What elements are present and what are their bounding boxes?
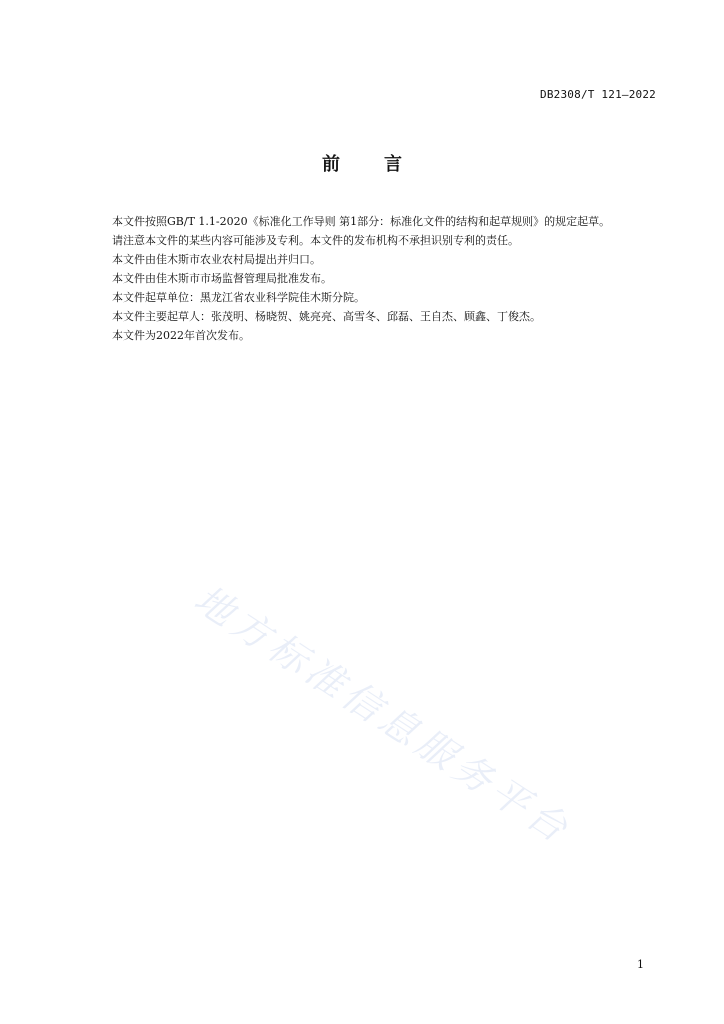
page-number: 1 [637,958,644,971]
paragraph-drafters: 本文件主要起草人：张茂明、杨晓贺、姚亮亮、高雪冬、邱磊、王自杰、顾鑫、丁俊杰。 [112,310,541,323]
standard-code: DB2308/T 121—2022 [540,88,656,101]
page-title: 前言 [322,154,446,175]
paragraph-proposer: 本文件由佳木斯市农业农村局提出并归口。 [112,253,321,266]
watermark: 地方标准信息服务平台 [186,576,580,854]
paragraph-approver: 本文件由佳木斯市市场监督管理局批准发布。 [112,272,332,285]
foreword-body [90,212,656,345]
paragraph-patent-notice: 请注意本文件的某些内容可能涉及专利。本文件的发布机构不承担识别专利的责任。 [112,234,519,247]
paragraph-drafting-unit: 本文件起草单位：黑龙江省农业科学院佳木斯分院。 [112,291,365,304]
paragraph-drafting-rules: 本文件按照GB/T 1.1-2020《标准化工作导则 第1部分：标准化文件的结构和起草规则》的规定起草。 [112,215,611,228]
paragraph-first-release: 本文件为2022年首次发布。 [112,329,250,342]
